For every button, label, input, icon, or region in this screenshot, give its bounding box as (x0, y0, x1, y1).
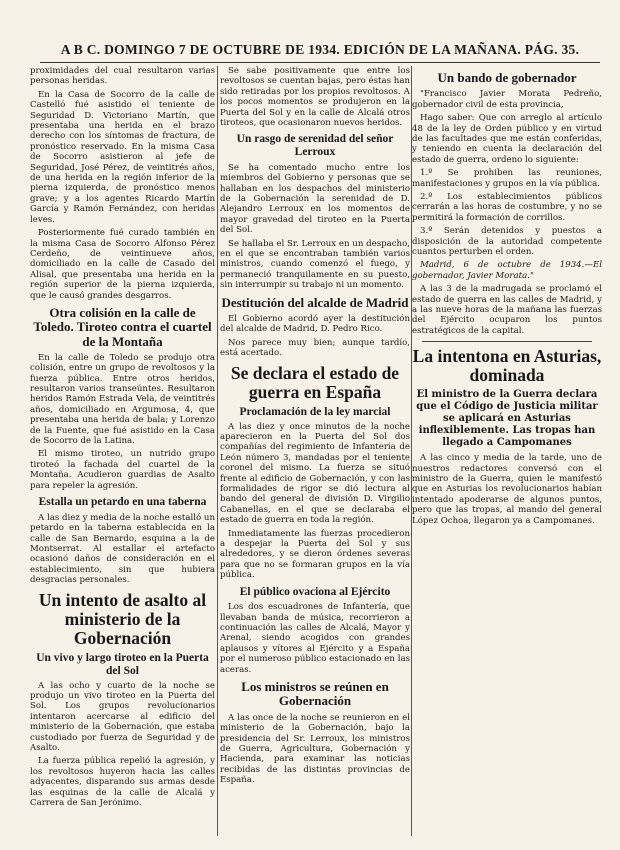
masthead: A B C. DOMINGO 7 DE OCTUBRE DE 1934. EDICIÓN DE LA MAÑANA. PÁG. 35. (40, 42, 600, 63)
headline-estado-de-guerra: Se declara el estado de guerra en España (230, 362, 400, 402)
paragraph: En la Casa de Socorro de la calle de Castelló fué asistido el teniente de Seguridad D. Victoriano Martín, que presentaba una herida en el brazo derecho con los síntomas de fractura, de pronóstico reservado. En la misma Casa de Socorro asistieron al jefe de Seguridad, José Pérez, de veintitrés años, de una herida en la región inferior de la pierna izquierda, de pronóstico menos grave; y a los agentes Ricardo Martín García y Ramón Fernández, con heridas leves. (30, 89, 215, 225)
paragraph: A las diez y media de la noche estalló un petardo en la taberna establecida en la calle de San Bernardo, esquina a la de Montserrat. Al estallar el artefacto ocasionó daños de consideración en el establecimiento, sin que hubiera desgracias personales. (30, 512, 215, 586)
paragraph: Inmediatamente las fuerzas procedieron a despejar la Puerta del Sol y sus alrededores, y se dieron órdenes severas para que no se formaran grupos en la vía pública. (220, 528, 410, 581)
paragraph: 3.º Serán detenidos y puestos a disposición de la autoridad competente cuantos perturben el orden. (412, 226, 602, 257)
headline-petardo: Estalla un petardo en una taberna (38, 496, 207, 509)
paragraph: A las ocho y cuarto de la noche se produjo un vivo tiroteo en la Puerta del Sol. Los grupos revolucionarios intentaron acercarse al edificio del ministerio de la Gobernación, que estaba custodiado por fuerza de Seguridad y de Asalto. (30, 680, 215, 754)
column-1 (30, 66, 215, 836)
lead-summary: El ministro de la Guerra declara que el Código de Justicia militar se aplicará en Asturias inflexiblemente. Las tropas han llegado a Campomanes (416, 389, 598, 449)
paragraph: A las 3 de la madrugada se proclamó el estado de guerra en las calles de Madrid, y a las nueve horas de la mañana las fuerzas del Ejército ocuparon los puntos estratégicos de la capital. (412, 284, 602, 336)
headline-serenidad-lerroux: Un rasgo de serenidad del señor Lerroux (236, 133, 394, 159)
headline-asalto-gobernacion: Un intento de asalto al ministerio de la Gobernación (38, 589, 207, 648)
paragraph: Hago saber: Que con arreglo al artículo 48 de la ley de Orden público y en virtud de las facultades que me están conferidas, y teniendo en cuenta la declaración del estado de guerra, ordeno lo siguiente: (412, 113, 602, 165)
paragraph: Se sabe positivamente que entre los revoltosos se cuentan bajas, pero éstas han sido retiradas por los propios revoltosos. A los pocos momentos se produjeron en la Puerta del Sol y en la calle de Alcalá otros tiroteos, que ocasionaron nuevos heridos. (220, 66, 410, 129)
paragraph: A las once de la noche se reunieron en el ministerio de la Gobernación, bajo la presidencia del Sr. Lerroux, los ministros de Guerra, Agricultura, Gobernación y Hacienda, para examinar las noticias recibidas de las distintas provincias de España. (220, 712, 410, 786)
paragraph: Posteriormente fué curado también en la misma Casa de Socorro Alfonso Pérez Cerdeño, de veintinueve años, domiciliado en la calle de Casado del Alisal, que presentaba una herida en la región superior de la pierna izquierda, que le causó grandes desgarros. (30, 228, 215, 301)
headline-bando-gobernador: Un bando de gobernador (437, 70, 577, 85)
paragraph: Los dos escuadrones de Infantería, que llevaban banda de música, recorrieron a continuación las calles de Alcalá, Mayor y Arenal, siendo acogidos con grandes aplausos y vítores al Ejército y a España por el numeroso público estacionado en las aceras. (220, 602, 410, 675)
paragraph: Se ha comentado mucho entre los miembros del Gobierno y personas que se hallaban en los despachos del ministerio de la Gobernación la serenidad de D. Alejandro Lerroux en los momentos de mayor gravedad del tiroteo en la Puerta del Sol. (220, 162, 410, 236)
paragraph: "Francisco Javier Morata Pedreño, gobernador civil de esta provincia, (412, 89, 602, 110)
headline-ovacion-ejercito: El público ovaciona al Ejército (239, 585, 391, 598)
headline-ministros-gobernacion: Los ministros se reúnen en Gobernación (241, 679, 389, 709)
column-3 (412, 66, 602, 836)
divider (422, 341, 592, 342)
paragraph: Nos parece muy bien; aunque tardío, está acertado. (220, 337, 410, 359)
signature: Madrid, 6 de octubre de 1934.—El gobernador, Javier Morata." (412, 260, 602, 281)
paragraph: proximidades del cual resultaron varias personas heridas. (30, 66, 215, 87)
paragraph: A las diez y once minutos de la noche aparecieron en la Puerta del Sol dos compañías del regimiento de Infantería de León número 3, mandadas por el teniente coronel del mismo. La fuerza se situó frente al edificio de Gobernación, y con las formalidades de rigor se dió lectura al bando del general de división D. Virgilio Cabanellas, en el que se declaraba el estado de guerra en toda la región. (220, 421, 410, 526)
headline-toledo: Otra colisión en la calle de Toledo. Tiroteo contra el cuartel de la Montaña (33, 304, 212, 349)
paragraph: Se hallaba el Sr. Lerroux en un despacho, en el que se encontraban también varios ministros, cuando comenzó el fuego, y permaneció tranquilamente en su puesto, sin interrumpir su trabajo ni un momento. (220, 238, 410, 291)
column-rule (217, 66, 218, 836)
paragraph: 1.º Se prohiben las reuniones, manifestaciones y grupos en la vía pública. (412, 168, 602, 189)
subheadline: Un vivo y largo tiroteo en la Puerta del Sol (36, 651, 209, 677)
paragraph: 2.º Los establecimientos públicos cerrarán a las horas de costumbre, y no se permitirá la formación de corrillos. (412, 191, 602, 223)
subheadline: Proclamación de la ley marcial (239, 405, 391, 418)
paragraph: El Gobierno acordó ayer la destitución del alcalde de Madrid, D. Pedro Rico. (220, 313, 410, 335)
headline-destitucion-alcalde: Destitución del alcalde de Madrid (221, 294, 409, 310)
paragraph: A las cinco y media de la tarde, uno de nuestros redactores conversó con el ministro de la Guerra, quien le manifestó que en Asturias los revolucionarios habían intentado apoderarse de algunos puntos, pero que las tropas, al mando del general López Ochoa, llegaron ya a Campomanes. (412, 453, 602, 526)
paragraph: En la calle de Toledo se produjo otra colisión, entre un grupo de revoltosos y la fuerza pública. Entre otros heridos, resultaron varios transeúntes. Resultaron heridos Ramón Estrada Vela, de veintitrés años, domiciliado en Argumosa, 4, que presentaba una herida de bala; y Lorenzo de la Fuente, que fué asistido en la Casa de Socorro de la Latina. (30, 352, 215, 447)
paragraph: La fuerza pública repelió la agresión, y los revoltosos huyeron hacia las calles adyacentes, disparando sus armas desde las esquinas de la calle de Alcalá y Carrera de San Jerónimo. (30, 756, 215, 809)
paragraph: El mismo tiroteo, un nutrido grupo tiroteó la fachada del cuartel de la Montaña. Acudieron guardias de Asalto para repeler la agresión. (30, 449, 215, 491)
column-2 (220, 66, 410, 836)
headline-asturias: La intentona en Asturias, dominada (412, 346, 602, 386)
